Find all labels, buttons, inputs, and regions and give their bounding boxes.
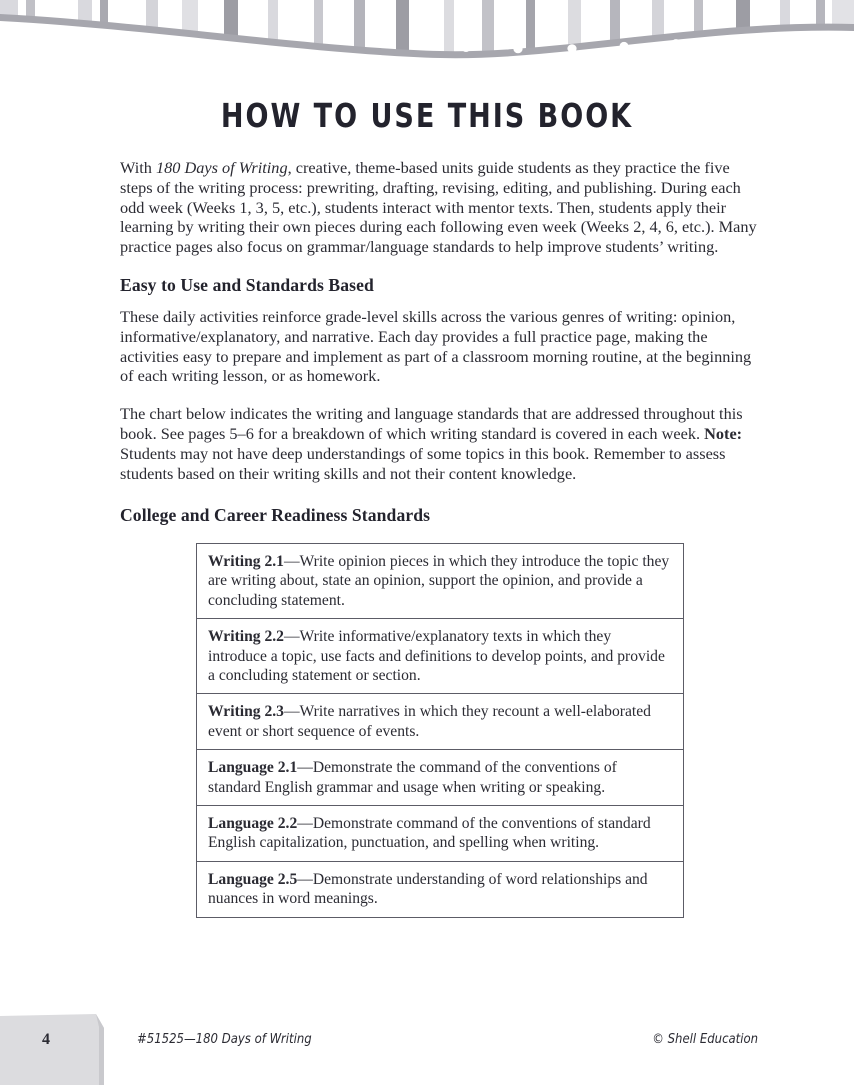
- footer-tab-shape: [0, 1014, 104, 1085]
- footer-book-reference: #51525—180 Days of Writing: [137, 1031, 312, 1047]
- standard-text: Demonstrate command of the conventions of standard English capitalization, punctuation, and spelling when writing.: [208, 815, 651, 852]
- main-content: [120, 158, 758, 539]
- easy-to-use-paragraph: These daily activities reinforce grade-level skills across the various genres of writing: opinion, informative/explanatory, and narrative. Each day provides a full practice page, making the activities easy to prepare and implement as part of a classroom morning routine, at the beginning of each writing lesson, or as homework.: [120, 306, 752, 386]
- table-row: [197, 862, 683, 917]
- standard-code: Language 2.2: [208, 815, 298, 833]
- standard-dash: —: [283, 553, 300, 570]
- standard-text: Demonstrate understanding of word relationships and nuances in word meanings.: [208, 870, 648, 908]
- page-title: HOW TO USE THIS BOOK: [220, 96, 634, 135]
- book-title: 180 Days of Writing: [155, 158, 288, 177]
- intro-part-1: With: [120, 158, 156, 177]
- table-row: [197, 619, 683, 694]
- intro-paragraph: [120, 158, 758, 257]
- standard-dash: —: [297, 759, 313, 777]
- standard-text: Write opinion pieces in which they introduce the topic they are writing about, state an opinion, support the opinion, and provide a concluding statement.: [208, 553, 670, 609]
- standard-code: Writing 2.2: [208, 628, 284, 646]
- standards-table: [196, 543, 684, 918]
- top-banner-decoration: [0, 0, 854, 64]
- footer-tab-icon: [0, 1014, 104, 1085]
- chart-note-lead: The chart below indicates the writing and language standards that are addressed throughout this book. See pages 5–6 for a breakdown of which writing standard is covered in each week.: [120, 404, 743, 443]
- standard-text: Demonstrate the command of the conventions of standard English grammar and usage when writing or speaking.: [208, 759, 617, 796]
- standard-text: Write narratives in which they recount a well-elaborated event or short sequence of events.: [208, 703, 651, 740]
- standard-dash: —: [283, 703, 300, 721]
- striped-banner-icon: [0, 0, 854, 64]
- standard-dash: —: [297, 870, 313, 888]
- standard-code: Writing 2.1: [208, 553, 284, 570]
- table-row: [197, 694, 683, 750]
- standard-dash: —: [297, 815, 313, 833]
- standard-code: Language 2.5: [208, 870, 298, 888]
- intro-part-2: , creative, theme-based units guide students as they practice the five steps of the writing process: prewriting, drafting, revising, editing, and publishing. During each odd week (Weeks 1, 3, 5, etc.), students interact with mentor texts. Then, students apply their learning by writing their own pieces during each following even week (Weeks 2, 4, 6, etc.). Many practice pages also focus on grammar/language standards to help improve students’ writing.: [120, 158, 757, 257]
- table-row: [197, 750, 683, 806]
- note-label: Note:: [704, 423, 743, 443]
- standard-dash: —: [283, 628, 300, 646]
- footer-copyright: © Shell Education: [652, 1031, 758, 1047]
- section-heading-ccr-standards: College and Career Readiness Standards: [120, 505, 431, 526]
- table-row: [197, 806, 683, 862]
- page-number: 4: [42, 1031, 50, 1048]
- note-body: Students may not have deep understandings of some topics in this book. Remember to assess students based on their writing skills and not their content knowledge.: [120, 443, 726, 483]
- standard-code: Language 2.1: [208, 759, 298, 777]
- table-row: [197, 544, 683, 619]
- section-heading-easy-to-use: Easy to Use and Standards Based: [120, 274, 374, 295]
- standard-code: Writing 2.3: [208, 703, 284, 721]
- standard-text: Write informative/explanatory texts in which they introduce a topic, use facts and definitions to develop points, and provide a concluding statement or section.: [208, 628, 665, 685]
- chart-note-paragraph: [120, 404, 758, 483]
